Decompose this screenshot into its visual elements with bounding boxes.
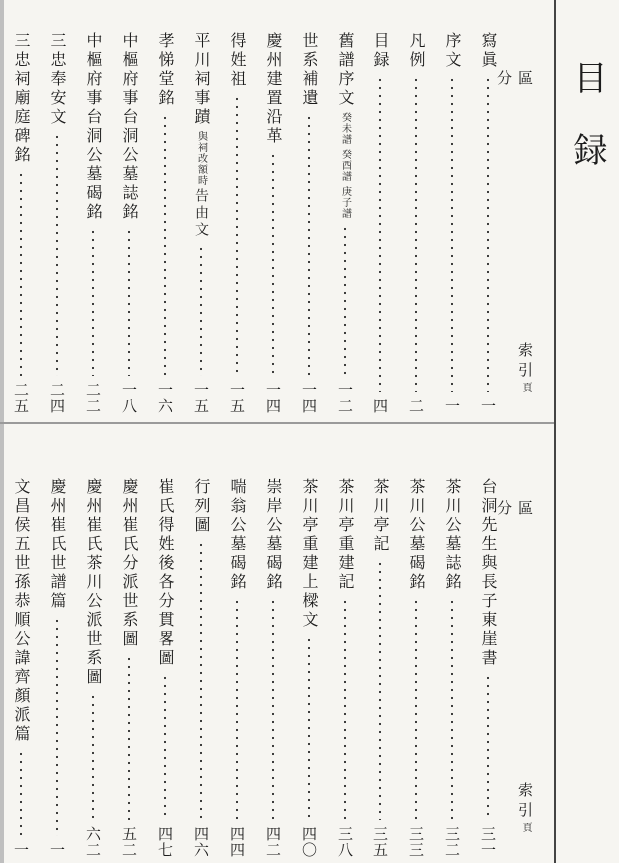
title-rule [554, 0, 556, 863]
toc-entry [224, 32, 250, 414]
toc-entry [152, 478, 178, 858]
entry-title: 喘翁公墓碣銘 [228, 478, 247, 592]
entry-page: 四 [371, 398, 389, 414]
dot-leader [379, 76, 381, 392]
dot-leader [451, 76, 453, 392]
entry-title: 台洞先生與長子東崖書 [479, 478, 498, 668]
entry-page: 一八 [120, 382, 138, 414]
entry-title: 茶川公墓誌銘 [443, 478, 462, 592]
toc-entry [403, 478, 429, 858]
entry-page: 二四 [48, 382, 66, 414]
entry-page: 三三 [407, 826, 425, 858]
toc-entry [116, 478, 142, 858]
entry-title: 三忠奉安文 [48, 32, 67, 127]
dot-leader [236, 598, 238, 820]
entry-title: 崇岸公墓碣銘 [264, 478, 283, 592]
toc-entry [439, 478, 465, 858]
toc-entry [367, 478, 393, 858]
entry-page: 六二 [84, 826, 102, 858]
dot-leader [164, 114, 166, 376]
entry-page: 二二 [84, 382, 102, 414]
dot-leader [344, 598, 346, 820]
toc-entry [475, 32, 501, 414]
toc-entry [296, 478, 322, 858]
toc-entry [224, 478, 250, 858]
entry-page: 二五 [12, 382, 30, 414]
entry-title: 文昌侯五世孫恭順公諱齊顏派篇 [12, 478, 31, 744]
toc-entry [80, 32, 106, 414]
toc-entry [260, 478, 286, 858]
toc-entry [80, 478, 106, 858]
entry-title: 凡例 [407, 32, 426, 70]
entry-page: 一四 [300, 382, 318, 414]
dot-leader [20, 750, 22, 836]
toc-entry [116, 32, 142, 414]
entry-title: 序文 [443, 32, 462, 70]
toc-entry [332, 32, 358, 414]
index-suffix: 頁 [520, 382, 531, 392]
dot-leader [56, 133, 58, 376]
dot-leader [92, 228, 94, 376]
toc-entry [439, 32, 465, 414]
toc-entry [152, 32, 178, 414]
entry-title: 慶州建置沿革 [264, 32, 283, 146]
entry-title: 世系補遺 [300, 32, 319, 108]
entry-page: 四六 [192, 826, 210, 858]
entry-title: 三忠祠廟庭碑銘 [12, 32, 31, 165]
entry-note-2: 告由文 [193, 188, 209, 239]
entry-title: 茶川亭重建上樑文 [300, 478, 319, 630]
section-1-index-label [512, 342, 536, 392]
dot-leader [200, 541, 202, 820]
entry-title: 孝悌堂銘 [156, 32, 175, 108]
entry-page: 一五 [228, 382, 246, 414]
dot-leader [236, 95, 238, 376]
entry-page: 一四 [264, 382, 282, 414]
toc-entry [475, 478, 501, 858]
dot-leader [415, 76, 417, 392]
dot-leader [20, 171, 22, 376]
entry-page: 四七 [156, 826, 174, 858]
entry-page: 一六 [156, 382, 174, 414]
entry-title: 茶川公墓碣銘 [407, 478, 426, 592]
entry-page: 三五 [371, 826, 389, 858]
entry-title: 中樞府事台洞公墓碣銘 [84, 32, 103, 222]
entry-page: 一 [12, 842, 30, 858]
entry-title: 舊譜序文 [336, 32, 355, 108]
toc-entry [367, 32, 393, 414]
toc-entry [296, 32, 322, 414]
entry-page: 一二 [336, 382, 354, 414]
entry-note: 與祠改額時 [195, 131, 207, 186]
index-suffix: 頁 [520, 822, 531, 832]
toc-entry [403, 32, 429, 414]
entry-title: 崔氏得姓後各分貫畧圖 [156, 478, 175, 668]
dot-leader [128, 228, 130, 376]
index-label: 索引 [516, 342, 534, 382]
entry-page: 一 [443, 398, 461, 414]
toc-entry [44, 32, 70, 414]
dot-leader [200, 245, 202, 376]
entry-page: 三二 [443, 826, 461, 858]
toc-entry [188, 478, 214, 858]
entry-page: 一五 [192, 382, 210, 414]
entry-title: 寫眞 [479, 32, 498, 70]
entry-title: 目録 [371, 32, 390, 70]
entry-note: 癸未譜 癸酉譜 庚子譜 [339, 112, 351, 220]
dot-leader [415, 598, 417, 820]
entry-page: 三八 [336, 826, 354, 858]
entry-page: 四四 [228, 826, 246, 858]
entry-page: 四二 [264, 826, 282, 858]
index-label: 索引 [516, 782, 534, 822]
section-divider [0, 422, 555, 424]
entry-page: 四〇 [300, 826, 318, 858]
toc-entry [8, 32, 34, 414]
entry-title: 茶川亭記 [371, 478, 390, 554]
dot-leader [164, 674, 166, 820]
page-title: 目録 [567, 60, 607, 204]
toc-entry [188, 32, 214, 414]
entry-title: 慶州崔氏世譜篇 [48, 478, 67, 611]
entry-title: 慶州崔氏茶川公派世系圖 [84, 478, 103, 687]
entry-title: 行列圖 [192, 478, 211, 535]
entry-page: 一 [48, 842, 66, 858]
entry-title: 得姓祖 [228, 32, 247, 89]
dot-leader [344, 225, 346, 376]
scan-edge [0, 0, 4, 863]
toc-entry [8, 478, 34, 858]
dot-leader [272, 598, 274, 820]
entry-title: 茶川亭重建記 [336, 478, 355, 592]
section-2-index-label [512, 782, 536, 832]
dot-leader [92, 693, 94, 820]
entry-page: 二 [407, 398, 425, 414]
entry-title: 慶州崔氏分派世系圖 [120, 478, 139, 649]
entry-title: 中樞府事台洞公墓誌銘 [120, 32, 139, 222]
entry-page: 三一 [479, 826, 497, 858]
dot-leader [272, 152, 274, 376]
dot-leader [128, 655, 130, 820]
entry-title: 平川祠事蹟 [192, 32, 211, 127]
entry-page: 五二 [120, 826, 138, 858]
dot-leader [487, 76, 489, 392]
dot-leader [308, 114, 310, 376]
dot-leader [56, 617, 58, 836]
toc-entry [260, 32, 286, 414]
dot-leader [379, 560, 381, 820]
section-2-header: 區分 [495, 500, 534, 541]
entry-page: 一 [479, 398, 497, 414]
dot-leader [487, 674, 489, 820]
dot-leader [451, 598, 453, 820]
toc-entry [44, 478, 70, 858]
dot-leader [308, 636, 310, 820]
section-1-header: 區分 [495, 70, 534, 111]
toc-entry [332, 478, 358, 858]
